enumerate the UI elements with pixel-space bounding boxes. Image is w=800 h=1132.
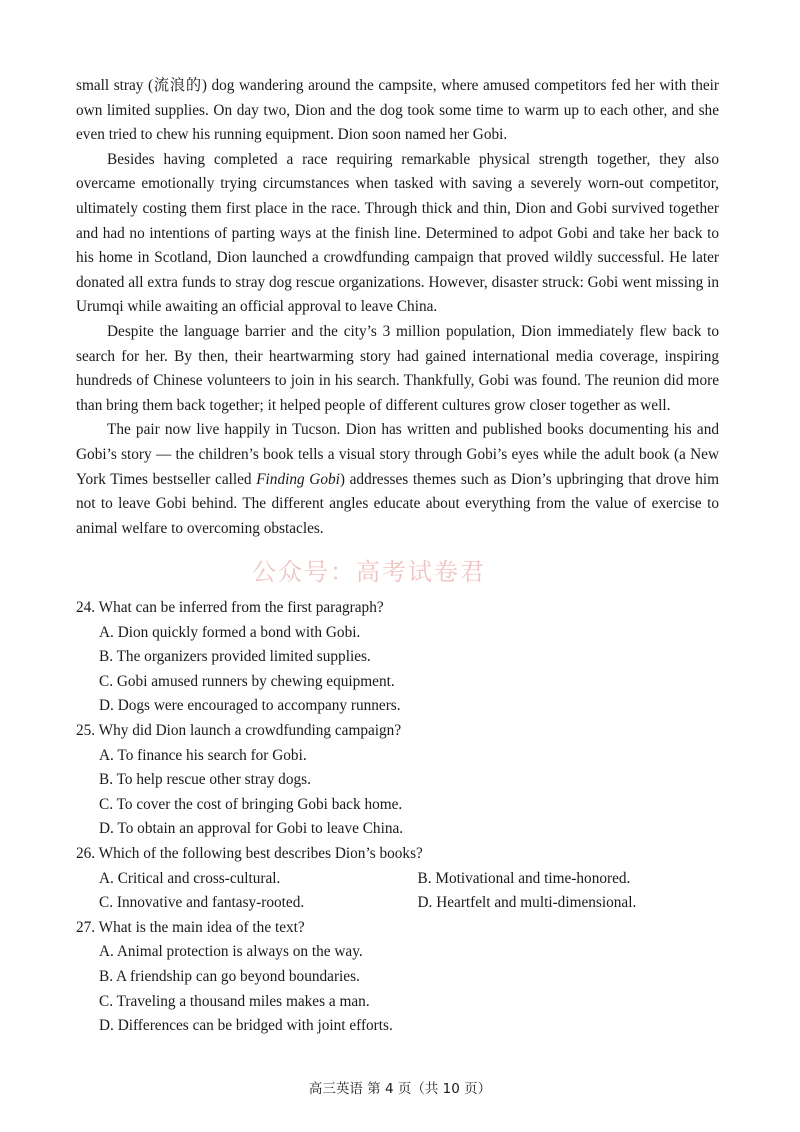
book-title: Finding Gobi: [256, 470, 340, 488]
passage-paragraph: [76, 320, 719, 418]
reading-passage: [76, 74, 719, 541]
question: [76, 916, 736, 1039]
question-stem: 26. Which of the following best describes Dion’s books?: [76, 844, 423, 862]
answer-option: D. Heartfelt and multi-dimensional.: [417, 894, 637, 912]
question-list: [76, 596, 736, 1039]
answer-option: D. Differences can be bridged with joint efforts.: [99, 1017, 393, 1035]
answer-option: C. Gobi amused runners by chewing equipment.: [99, 672, 395, 690]
answer-option: A. Critical and cross-cultural.: [99, 869, 281, 887]
answer-option: A. Animal protection is always on the way.: [99, 943, 363, 961]
question: [76, 596, 736, 719]
question: [76, 842, 736, 916]
answer-option: C. Innovative and fantasy-rooted.: [99, 894, 305, 912]
answer-option: A. Dion quickly formed a bond with Gobi.: [99, 623, 361, 641]
paragraph-text: Besides having completed a race requiring remarkable physical strength together, they also overcame emotionally trying circumstances when tasked with saving a severely worn-out competitor, ultimately costing them first place in the race. Through thick and thin, Dion and Gobi survived together and had no intentions of parting ways at the finish line. Determined to adpot Gobi and take her back to his home in Scotland, Dion launched a crowdfunding campaign that proved wildly successful. He later donated all extra funds to stray dog rescue organizations. However, disaster struck: Gobi went missing in Urumqi while awaiting an official approval to leave China.: [76, 150, 719, 316]
option-row: [76, 891, 736, 916]
answer-option: B. To help rescue other stray dogs.: [99, 771, 311, 789]
question: [76, 719, 736, 842]
answer-option: B. The organizers provided limited supplies.: [99, 648, 371, 666]
answer-option: D. Dogs were encouraged to accompany runners.: [99, 697, 401, 715]
answer-option: B. A friendship can go beyond boundaries.: [99, 967, 360, 985]
answer-option: B. Motivational and time-honored.: [417, 869, 631, 887]
paragraph-text: Despite the language barrier and the city’s 3 million population, Dion immediately flew back to search for her. By then, their heartwarming story had gained international media coverage, inspiring hundreds of Chinese volunteers to join in his search. Thankfully, Gobi was found. The reunion did more than bring them back together; it helped people of different cultures grow closer together as well.: [76, 322, 719, 414]
option-row: [76, 867, 736, 892]
answer-option: C. To cover the cost of bringing Gobi back home.: [99, 795, 403, 813]
watermark: 公众号：高考试卷君: [252, 558, 486, 586]
passage-paragraph: [76, 418, 719, 541]
answer-option: A. To finance his search for Gobi.: [99, 746, 307, 764]
answer-option: C. Traveling a thousand miles makes a man.: [99, 992, 370, 1010]
paragraph-text: small stray (流浪的) dog wandering around the campsite, where amused competitors fed her with their own limited supplies. On day two, Dion and the dog took some time to warm up to each other, and she even tried to chew his running equipment. Dion soon named her Gobi.: [76, 77, 719, 144]
page-footer: 高三英语 第 4 页（共 10 页）: [308, 1081, 492, 1097]
answer-option: D. To obtain an approval for Gobi to leave China.: [99, 820, 404, 838]
question-stem: 27. What is the main idea of the text?: [76, 918, 305, 936]
passage-paragraph: [76, 148, 719, 320]
question-stem: 25. Why did Dion launch a crowdfunding campaign?: [76, 721, 402, 739]
paragraph-text: ) addresses themes such as Dion’s upbringing that drove him not to leave Gobi behind. The different angles educate about everything from the value of exercise to animal welfare to overcoming obstacles.: [76, 470, 720, 537]
passage-paragraph: [76, 74, 719, 148]
paragraph-text: The pair now live happily in Tucson. Dion has written and published books documenting his and Gobi’s story — the children’s book tells a visual story through Gobi’s eyes while the adult book (a New York Times bestseller called: [76, 421, 719, 488]
question-stem: 24. What can be inferred from the first paragraph?: [76, 599, 384, 616]
